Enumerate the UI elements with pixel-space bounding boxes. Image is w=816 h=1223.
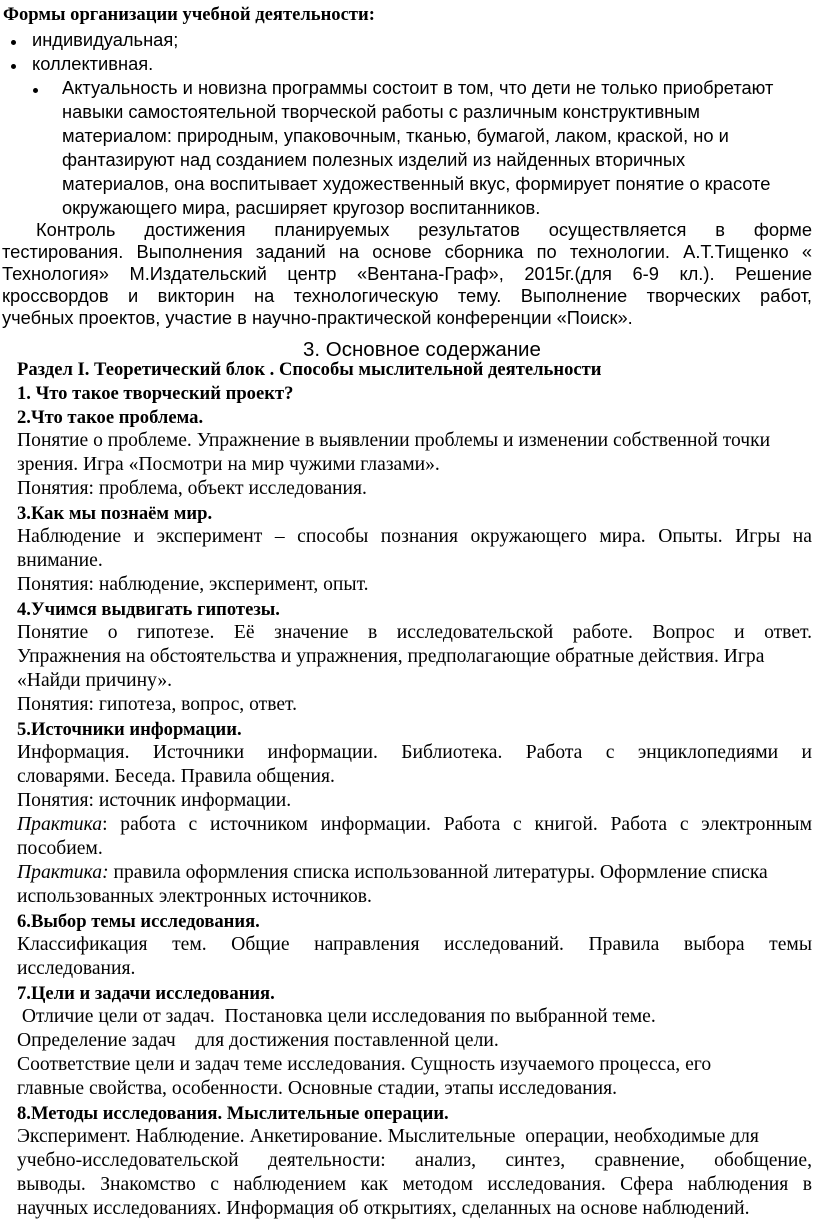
- control-line: кроссвордов и викторин на технологическую тему. Выполнение творческих работ,: [2, 285, 812, 306]
- topic-heading: 3.Как мы познаём мир.: [17, 503, 213, 524]
- forms-heading: Формы организации учебной деятельности:: [3, 4, 375, 25]
- body-line: главные свойства, особенности. Основные стадии, этапы исследования.: [17, 1078, 618, 1099]
- control-line: Контроль достижения планируемых результатов осуществляется в форме: [36, 219, 812, 240]
- terms-line: Понятия: гипотеза, вопрос, ответ.: [17, 694, 298, 715]
- body-line: Наблюдение и эксперимент – способы познания окружающего мира. Опыты. Игры на: [17, 526, 812, 547]
- body-line: Соответствие цели и задач теме исследования. Сущность изучаемого процесса, его: [17, 1054, 712, 1075]
- body-line: исследования.: [17, 958, 136, 979]
- body-line: выводы. Знакомство с наблюдением как методом исследования. Сфера наблюдения в: [17, 1174, 812, 1195]
- body-line: Понятие о проблеме. Упражнение в выявлении проблемы и изменении собственной точки: [17, 430, 771, 451]
- practice-text: правила оформления списка использованной литературы. Оформление списка: [108, 862, 768, 883]
- body-line: «Найди причину».: [17, 670, 173, 691]
- body-line: использованных электронных источников.: [17, 886, 372, 907]
- topic-heading: 7.Цели и задачи исследования.: [17, 983, 275, 1004]
- practice-line: [17, 862, 768, 884]
- topic-heading: 6.Выбор темы исследования.: [17, 911, 260, 932]
- topic-heading: 2.Что такое проблема.: [17, 407, 204, 428]
- body-line: Эксперимент. Наблюдение. Анкетирование. Мыслительные операции, необходимые для: [17, 1126, 759, 1147]
- control-line: Технология» М.Издательский центр «Вентана-Граф», 2015г.(для 6-9 кл.). Решение: [2, 263, 812, 284]
- control-line: учебных проектов, участие в научно-практической конференции «Поиск».: [2, 307, 633, 328]
- topic-heading: 1. Что такое творческий проект?: [17, 383, 294, 404]
- practice-label: Практика:: [17, 862, 109, 883]
- control-line: тестирования. Выполнения заданий на основе сборника по технологии. А.Т.Тищенко «: [2, 241, 812, 262]
- bullet-icon: [11, 64, 16, 69]
- practice-line: [17, 814, 812, 836]
- body-line: внимание.: [17, 550, 103, 571]
- bullet-item: коллективная.: [32, 53, 154, 74]
- bullet-icon: [33, 88, 38, 93]
- paragraph-line: фантазируют над созданием полезных изделий из найденных вторичных: [62, 149, 686, 170]
- body-line: Отличие цели от задач. Постановка цели исследования по выбранной теме.: [17, 1006, 656, 1027]
- paragraph-line: материалов, она воспитывает художественный вкус, формирует понятие о красоте: [62, 173, 771, 194]
- terms-line: Понятия: проблема, объект исследования.: [17, 478, 367, 499]
- body-line: Информация. Источники информации. Библиотека. Работа с энциклопедиями и: [17, 742, 812, 763]
- topic-heading: 8.Методы исследования. Мыслительные операции.: [17, 1103, 449, 1124]
- topic-heading: 5.Источники информации.: [17, 719, 242, 740]
- body-line: научных исследованиях. Информация об открытиях, сделанных на основе наблюдений.: [17, 1198, 750, 1219]
- body-line: учебно-исследовательской деятельности: анализ, синтез, сравнение, обобщение,: [17, 1150, 812, 1171]
- paragraph-line: материалом: природным, упаковочным, тканью, бумагой, лаком, краской, но и: [62, 125, 729, 146]
- terms-line: Понятия: наблюдение, эксперимент, опыт.: [17, 574, 369, 595]
- body-line: словарями. Беседа. Правила общения.: [17, 766, 335, 787]
- body-line: Понятие о гипотезе. Её значение в исследовательской работе. Вопрос и ответ.: [17, 622, 812, 643]
- paragraph-line: Актуальность и новизна программы состоит в том, что дети не только приобретают: [62, 77, 774, 98]
- part-heading: Раздел I. Теоретический блок . Способы мыслительной деятельности: [17, 359, 602, 380]
- body-line: Классификация тем. Общие направления исследований. Правила выбора темы: [17, 934, 812, 955]
- body-line: зрения. Игра «Посмотри на мир чужими глазами».: [17, 454, 440, 475]
- practice-text: : работа с источником информации. Работа с книгой. Работа с электронным: [102, 814, 812, 835]
- paragraph-line: навыки самостоятельной творческой работы с различным конструктивным: [62, 101, 700, 122]
- body-line: Упражнения на обстоятельства и упражнения, предполагающие обратные действия. Игра: [17, 646, 765, 667]
- paragraph-line: окружающего мира, расширяет кругозор воспитанников.: [62, 197, 541, 218]
- bullet-icon: [11, 40, 16, 45]
- terms-line: Понятия: источник информации.: [17, 790, 292, 811]
- body-line: пособием.: [17, 838, 103, 859]
- section-title: 3. Основное содержание: [303, 338, 541, 361]
- topic-heading: 4.Учимся выдвигать гипотезы.: [17, 599, 280, 620]
- practice-label: Практика: [17, 814, 103, 835]
- bullet-item: индивидуальная;: [32, 29, 179, 50]
- body-line: Определение задач для достижения поставленной цели.: [17, 1030, 499, 1051]
